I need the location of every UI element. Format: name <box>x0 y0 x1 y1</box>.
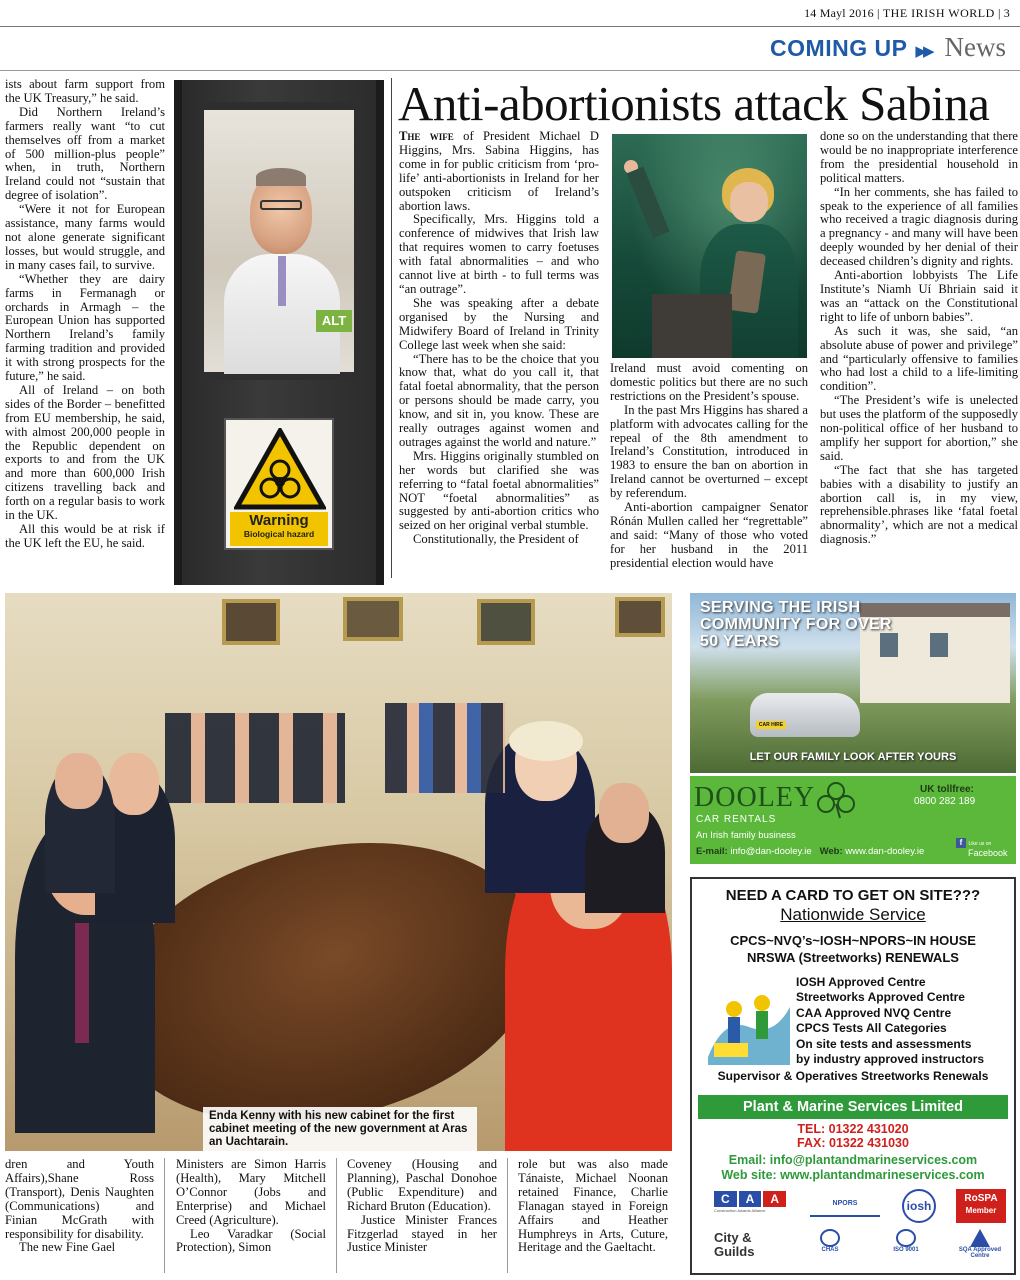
workers-icon <box>704 987 794 1067</box>
article-paragraph: Anti-abortion campaigner Senator Rónán Mullen called her “regrettable” and said: “Many of those who voted for her husband in the 2011 presidential election would have <box>610 500 808 570</box>
name-badge: ALT <box>316 310 352 332</box>
left-paragraph: ists about farm support from the UK Treasury,” he said. <box>5 77 165 105</box>
sign-title: Warning <box>249 512 309 529</box>
article-kicker: The wife <box>399 129 454 143</box>
dooley-subbrand: CAR RENTALS <box>696 814 777 825</box>
iso-logo: ISO 9001 <box>878 1229 934 1263</box>
npors-logo: NPORS <box>810 1191 880 1217</box>
warning-sign <box>224 418 334 550</box>
bottom-column-2 <box>176 1158 326 1255</box>
bottom-column-3 <box>347 1158 497 1255</box>
article-paragraph: Specifically, Mrs. Higgins told a conference of midwives that Irish law that requires women to carry foetuses with fatal abnormalities – and who cannot live at birth - to full terms was “an outrage”. <box>399 212 599 296</box>
article-headline: Anti-abortionists attack Sabina <box>398 76 990 131</box>
speaker-face <box>730 182 768 222</box>
facebook-icon: f <box>956 838 966 848</box>
left-paragraph: All this would be at risk if the UK left the EU, he said. <box>5 522 165 550</box>
column-divider <box>507 1158 508 1273</box>
article-paragraph: Anti-abortion lobbyists The Life Institute’s Niamh Uí Bhriain said it was an “attack on the Constitutional right to life of unborn babies”. <box>820 268 1018 324</box>
section-arrows-icon: ▶▶ <box>915 42 931 60</box>
dooley-tagline: LET OUR FAMILY LOOK AFTER YOURS <box>749 751 957 763</box>
dooley-ad <box>681 593 1017 865</box>
article-paragraph: She was speaking after a debate organised by the Nursing and Midwifery Board of Ireland in Trinity College last week when she said: <box>399 295 599 352</box>
bottom-paragraph: Coveney (Housing and Planning), Paschal Donohoe (Public Expenditure) and Richard Bruton (Education). <box>347 1157 497 1213</box>
article-paragraph: Ireland must avoid comenting on domestic politics but there are no such restrictions on the President’s spouse. <box>610 361 808 403</box>
plant-email[interactable]: Email: info@plantandmarineservices.com <box>728 1153 978 1167</box>
plant-contact <box>692 1122 1014 1150</box>
article-paragraph: “The fact that she has targeted babies with a disability to justify an abortion call is, in my view, reprehensible.phrases like ‘fatal foetal abnormality’, which are not a medical diagnosis.” <box>820 462 1018 547</box>
dooley-uk-label: UK tollfree: <box>920 784 974 795</box>
column-divider <box>336 1158 337 1273</box>
article-paragraph: “The President’s wife is unelected but uses the platform of the supposedly non-political office of her husband to amplify her support for abortion,” she said. <box>820 393 1018 463</box>
article-paragraph: Mrs. Higgins originally stumbled on her words but clarified she was referring to “fatal foetal abnormalities” NOT “foetal abnormalities” as suggested by anti-abortion critics who seized on her original verbal stumble. <box>399 448 599 533</box>
plant-subhead: Nationwide Service <box>780 905 926 924</box>
iosh-logo: iosh <box>902 1189 936 1223</box>
photo-caption: Enda Kenny with his new cabinet for the first cabinet meeting of the new government at Aras an Uachtarain. <box>203 1107 477 1151</box>
section-rule <box>0 70 1020 71</box>
sign-subtitle: Biological hazard <box>243 529 315 539</box>
bottom-paragraph: Ministers are Simon Harris (Health), Mary Mitchell O’Connor (Jobs and Enterprise) and Michael Creed (Agriculture). <box>176 1157 326 1227</box>
chas-logo: CHAS <box>802 1229 858 1263</box>
page-number: 3 <box>1003 6 1010 20</box>
article-paragraph: In the past Mrs Higgins has shared a platform with advocates calling for the repeal of the 8th amendment to Ireland’s Constitution, introduced in 1983 to ensure the ban on abortion in Ireland cannot be overturned – except by referendum. <box>610 402 808 501</box>
plant-bullet: IOSH Approved Centre <box>796 975 926 989</box>
caa-logo: C A A <box>714 1191 786 1215</box>
bottom-column-4 <box>518 1158 668 1255</box>
article-paragraph: done so on the understanding that there would be no inappropriate interference from the presidential household in political matters. <box>820 129 1018 185</box>
car-shape <box>750 693 860 737</box>
dooley-banner: SERVING THE IRISH COMMUNITY FOR OVER 50 YEARS <box>700 599 892 650</box>
plant-bullets <box>796 975 1014 1067</box>
left-paragraph: “Whether they are dairy farms in Fermanagh or orchards in Armagh – the European Union has supported Northern Ireland’s family farming tradition and provided it with strong prospects for the future,” he said. <box>5 271 165 384</box>
dooley-business: An Irish family business <box>696 830 796 841</box>
dooley-photo: CAR HIRE SERVING THE IRISH COMMUNITY FOR OVER 50 YEARS LET OUR FAMILY LOOK AFTER YOURS <box>690 593 1016 773</box>
plant-line1: CPCS~NVQ’s~IOSH~NPORS~IN HOUSE <box>730 933 976 948</box>
section-header <box>770 32 1006 63</box>
column-divider <box>164 1158 165 1273</box>
header-rule <box>0 26 1020 27</box>
article-paragraph: Constitutionally, the President of <box>413 532 579 547</box>
dooley-panel <box>690 776 1016 864</box>
plant-bullet: CAA Approved NVQ Centre <box>796 1005 952 1020</box>
section-label: COMING UP <box>770 35 908 61</box>
plant-bullet: by industry approved instructors <box>796 1052 985 1067</box>
page-folio: 14 Mayl 2016 | THE IRISH WORLD | 3 <box>804 6 1010 20</box>
bottom-paragraph: The new Fine Gael <box>19 1240 116 1255</box>
shamrock-icon <box>814 780 858 820</box>
left-paragraph: Did Northern Ireland’s farmers really want “to cut themselves off from a market of 500 million-plus people” when, in truth, Northern Ireland could not “sustain that degree of isolation”. <box>5 104 165 203</box>
plant-bullet: On site tests and assessments <box>796 1036 972 1051</box>
sqa-logo: SQA Approved Centre <box>954 1229 1006 1263</box>
door-window <box>196 102 362 380</box>
bottom-paragraph: dren and Youth Affairs),Shane Ross (Transport), Denis Naughten (Communications) and Finian McGrath with responsibility for disability. <box>5 1157 154 1241</box>
plant-bullet: CPCS Tests All Categories <box>796 1021 947 1036</box>
issue-date: 14 Mayl 2016 <box>804 6 874 20</box>
column-divider <box>391 78 392 578</box>
plant-tel[interactable]: TEL: 01322 431020 <box>797 1122 909 1136</box>
bottom-column-1 <box>5 1158 154 1255</box>
rospa-logo: RoSPA Member <box>956 1189 1006 1223</box>
cabinet-photo <box>5 593 672 1151</box>
publication-name: THE IRISH WORLD <box>882 6 995 20</box>
article-paragraph: The wife of President Michael D Higgins, Mrs. Sabina Higgins, has come in for public criticism from ‘pro-life’ anti-abortionists in Ireland for her outspoken criticism of Ireland’s abortion laws. <box>399 129 599 213</box>
article-paragraph: “There has to be the choice that you know that, what do you call it, that fatal foetal abnormality, that the person or persons should be made carry, you know, and sit in, you know. These are really outrages against women and outrages against the world and nature.” <box>399 351 599 449</box>
dooley-contact: E-mail: info@dan-dooley.ie Web: www.dan-dooley.ie <box>696 846 925 857</box>
sabina-photo <box>612 134 807 358</box>
left-paragraph: “Were it not for European assistance, many farms would not alone generate significant losses, but would struggle, and in many cases fail, to survive. <box>5 202 165 272</box>
door-photo <box>174 80 384 585</box>
article-paragraph: As such it was, she said, “an absolute abuse of power and privilege” and “particularly offensive to families who had lost a child to a life-limiting condition”. <box>820 323 1018 394</box>
facebook-link[interactable]: f Like us on Facebook <box>956 838 1016 858</box>
left-paragraph: All of Ireland – on both sides of the Border – benefitted from EU membership, he said, with almost 200,000 people in the Republic dependent on exports to and from the UK and more than 600,000 Irish citizens travelling back and forth on a regular basis to work in the UK. <box>5 382 165 523</box>
plant-bullet: Streetworks Approved Centre <box>796 990 965 1005</box>
bottom-paragraph: Leo Varadkar (Social Protection), Simon <box>176 1226 326 1255</box>
article-paragraph: “In her comments, she has failed to speak to the experience of all families who received a tragic diagnosis during a pregnancy - and many will have been deeply wounded by her denial of their deceased children’s dignity and rights. <box>820 184 1018 269</box>
article-column-3 <box>820 130 1018 547</box>
biohazard-icon <box>234 428 326 510</box>
plant-online <box>692 1153 1014 1183</box>
plant-company: Plant & Marine Services Limited <box>698 1095 1008 1119</box>
plant-fax: FAX: 01322 431030 <box>797 1136 909 1150</box>
section-category: News <box>944 32 1006 62</box>
plant-line2: NRSWA (Streetworks) RENEWALS <box>747 950 959 965</box>
plant-head: NEED A CARD TO GET ON SITE??? <box>725 887 981 904</box>
dooley-brand: DOOLEY <box>694 782 816 813</box>
plant-supervisor: Supervisor & Operatives Streetworks Renewals <box>717 1069 989 1083</box>
dooley-phone[interactable]: 0800 282 189 <box>914 796 976 807</box>
plant-web[interactable]: Web site: www.plantandmarineservices.com <box>721 1168 985 1182</box>
dooley-web[interactable]: www.dan-dooley.ie <box>845 846 925 857</box>
article-column-2 <box>610 362 808 571</box>
city-guilds-logo: City & Guilds <box>714 1230 755 1259</box>
left-column-text <box>5 78 165 551</box>
bottom-paragraph: role but was also made Tánaiste, Michael Noonan retained Finance, Charlie Flanagan stayed in Foreign Affairs and Heather Humphreys in Arts, Cuture, Heritage and the Gaeltacht. <box>518 1157 668 1255</box>
article-column-1 <box>399 130 599 547</box>
plant-marine-ad: NEED A CARD TO GET ON SITE??? Nationwide Service CPCS~NVQ’s~IOSH~NPORS~IN HOUSE NRSWA (Streetworks) RENEWALS IOSH Approved Centre Streetworks Approved Centre CAA Approved NVQ Centre CPCS Tests All Categories On site tests and assessments by industry approved instructors Supervisor & Operatives Streetworks Renewals Plant & Marine Services Limited TEL: 01322 431020 FAX: 01322 431030 Email: info@plantandmarineservices.com Web site: www.plantandmarineservices.com C A A Construction Awards Alliance NPORS iosh RoSPA Member City & Guilds CHAS ISO 9001 SQA Approved Centre <box>690 877 1016 1275</box>
bottom-paragraph: Justice Minister Frances Fitzgerlad stayed in her Justice Minister <box>347 1212 497 1255</box>
dooley-email[interactable]: info@dan-dooley.ie <box>730 846 812 857</box>
